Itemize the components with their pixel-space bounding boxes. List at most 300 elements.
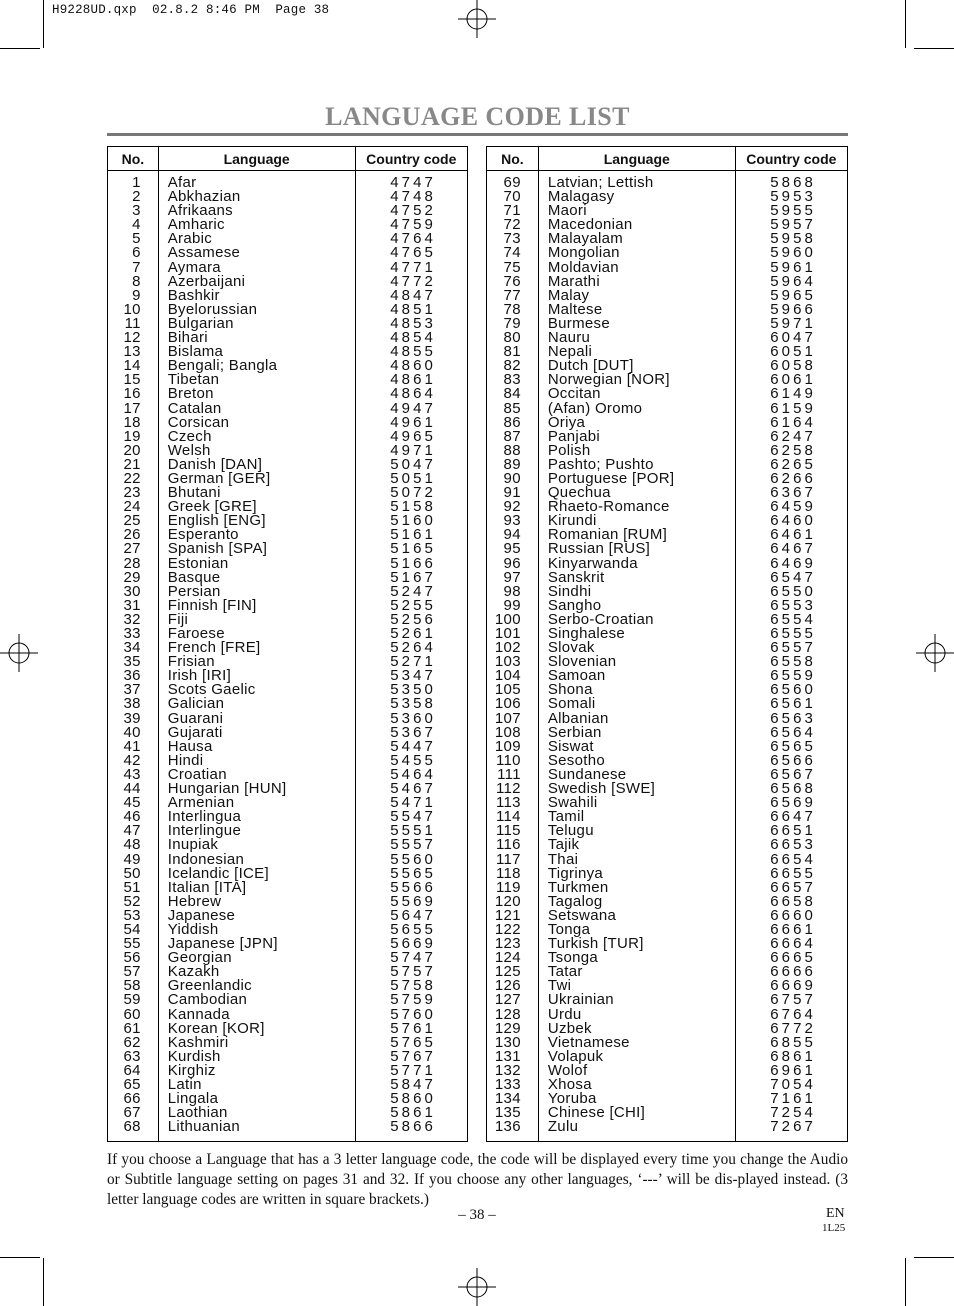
language-cell: Amharic (167, 216, 225, 234)
code-cell: 6560 (770, 681, 816, 699)
no-cell: 23 (123, 484, 141, 502)
language-cell: Marathi (547, 272, 600, 290)
language-cell: Russian [RUS] (547, 540, 651, 558)
code-column (355, 171, 467, 1142)
no-cell: 50 (123, 864, 141, 882)
code-cell: 5868 (770, 174, 816, 191)
code-cell: 7267 (770, 1118, 816, 1136)
code-cell: 5261 (390, 625, 436, 642)
code-cell: 5961 (770, 258, 816, 276)
code-cell: 5167 (390, 568, 436, 586)
language-cell: Kazakh (167, 963, 220, 981)
no-cell: 106 (494, 695, 521, 713)
code-cell: 5866 (390, 1118, 436, 1136)
language-cell: Abkhazian (167, 188, 241, 206)
code-cell: 5771 (390, 1061, 436, 1079)
header-language: Language (538, 147, 735, 171)
no-cell: 126 (494, 977, 521, 995)
language-cell: Maltese (547, 300, 603, 318)
no-cell: 36 (123, 667, 141, 685)
language-cell: Estonian (167, 554, 229, 572)
language-cell: Armenian (167, 794, 235, 812)
code-cell: 6469 (770, 554, 816, 572)
no-cell: 132 (494, 1061, 521, 1079)
no-cell: 130 (494, 1033, 521, 1051)
no-cell: 104 (494, 667, 521, 685)
code-cell: 7254 (770, 1104, 816, 1122)
code-cell: 5847 (390, 1076, 436, 1093)
language-cell: Bislama (167, 343, 224, 361)
language-cell: Malagasy (547, 188, 615, 206)
code-cell: 5965 (770, 286, 816, 304)
no-cell: 30 (123, 582, 141, 600)
language-cell: Wolof (547, 1061, 588, 1079)
language-cell: Serbian (547, 723, 602, 741)
code-cell: 5455 (390, 751, 436, 769)
language-cell: Telugu (547, 822, 594, 840)
code-cell: 6653 (770, 836, 816, 854)
no-cell: 11 (124, 314, 141, 332)
no-cell: 90 (503, 469, 521, 487)
language-cell: Slovenian (547, 653, 617, 671)
code-cell: 6569 (770, 794, 816, 812)
language-cell: Greek [GRE] (167, 498, 257, 516)
code-cell: 6566 (770, 751, 816, 769)
no-cell: 24 (123, 498, 141, 516)
code-cell: 5360 (390, 709, 436, 727)
no-cell: 127 (494, 991, 521, 1009)
code-cell: 5367 (390, 723, 436, 741)
code-cell: 5447 (390, 737, 436, 755)
no-cell: 52 (123, 892, 141, 910)
language-cell: Bulgarian (167, 314, 234, 332)
language-cell: Sundanese (547, 765, 627, 783)
language-cell: Nauru (547, 329, 591, 347)
code-cell: 4851 (390, 300, 436, 318)
language-cell: Swahili (547, 794, 598, 812)
language-cell: Italian [ITA] (167, 878, 247, 896)
no-cell: 14 (123, 357, 141, 375)
crop-mark (0, 1257, 40, 1258)
code-cell: 4748 (390, 188, 436, 206)
code-cell: 5960 (770, 244, 816, 262)
language-cell: Lithuanian (167, 1118, 240, 1136)
no-cell: 66 (123, 1090, 141, 1108)
crop-mark (905, 0, 906, 48)
language-cell: Bashkir (167, 286, 220, 304)
language-cell: Cambodian (167, 991, 248, 1009)
language-cell: Romanian [RUM] (547, 526, 668, 544)
language-cell: Catalan (167, 399, 222, 417)
no-cell: 9 (132, 286, 141, 304)
code-cell: 5165 (390, 540, 436, 558)
code-cell: 6266 (770, 469, 816, 487)
code-cell: 6563 (770, 709, 816, 727)
code-cell: 6658 (770, 892, 816, 910)
language-cell: Tagalog (547, 892, 603, 910)
language-cell: Georgian (167, 949, 232, 967)
crop-mark (0, 48, 40, 49)
language-cell: Basque (167, 568, 221, 586)
language-cell: Kirundi (547, 512, 597, 530)
code-cell: 4860 (390, 357, 436, 375)
no-cell: 103 (494, 653, 521, 671)
language-cell: Lingala (167, 1090, 219, 1108)
code-cell: 6557 (770, 639, 816, 657)
code-cell: 5271 (390, 653, 436, 671)
language-cell: Irish [IRI] (167, 667, 232, 685)
no-cell: 92 (503, 498, 521, 516)
language-cell: Polish (547, 441, 591, 459)
code-cell: 5566 (390, 878, 436, 896)
language-cell: Czech (167, 427, 212, 445)
code-cell: 6654 (770, 850, 816, 868)
language-cell: Pashto; Pushto (547, 455, 654, 473)
language-cell: Panjabi (547, 427, 600, 445)
language-cell: Laothian (167, 1104, 228, 1122)
no-cell: 42 (123, 751, 141, 769)
language-cell: Gujarati (167, 723, 223, 741)
no-cell: 68 (123, 1118, 141, 1136)
no-cell: 136 (494, 1118, 521, 1136)
code-cell: 5958 (770, 230, 816, 248)
no-cell: 31 (123, 596, 141, 614)
crop-mark (43, 1258, 44, 1306)
no-cell: 122 (494, 920, 521, 938)
language-cell: Tibetan (167, 371, 220, 389)
language-cell: Faroese (167, 625, 225, 642)
no-cell: 56 (123, 949, 141, 967)
language-cell: Siswat (547, 737, 594, 755)
language-cell: Occitan (547, 385, 601, 403)
language-cell: Zulu (547, 1118, 579, 1136)
language-cell: Tsonga (547, 949, 599, 967)
language-cell: Greenlandic (167, 977, 252, 995)
no-cell: 101 (494, 625, 521, 642)
no-cell: 79 (503, 314, 521, 332)
code-cell: 6558 (770, 653, 816, 671)
code-cell: 4855 (390, 343, 436, 361)
no-cell: 61 (123, 1019, 141, 1037)
language-cell: Dutch [DUT] (547, 357, 634, 375)
language-cell: Malayalam (547, 230, 624, 248)
no-cell: 32 (123, 610, 141, 628)
no-cell: 72 (503, 216, 521, 234)
no-cell: 76 (503, 272, 521, 290)
language-cell: Hindi (167, 751, 204, 769)
language-cell: Yoruba (547, 1090, 597, 1108)
language-cell: Kurdish (167, 1047, 221, 1065)
code-cell: 6565 (770, 737, 816, 755)
language-cell: Xhosa (547, 1076, 592, 1093)
language-cell: Icelandic [ICE] (167, 864, 269, 882)
language-cell: Croatian (167, 765, 227, 783)
language-cell: Finnish [FIN] (167, 596, 257, 614)
code-cell: 5758 (390, 977, 436, 995)
language-cell: Afrikaans (167, 202, 233, 220)
language-cell: Hebrew (167, 892, 222, 910)
language-cell: Swedish [SWE] (547, 780, 656, 798)
language-cell: Aymara (167, 258, 221, 276)
table-header-row (487, 147, 848, 171)
code-cell: 6550 (770, 582, 816, 600)
no-cell: 114 (496, 808, 521, 826)
no-cell: 99 (503, 596, 521, 614)
code-cell: 5551 (390, 822, 436, 840)
code-cell: 5759 (390, 991, 436, 1009)
no-cell: 131 (494, 1047, 521, 1065)
header-no: No. (487, 147, 539, 171)
language-cell: Bhutani (167, 484, 221, 502)
no-cell: 33 (123, 625, 141, 642)
language-cell: Singhalese (547, 625, 626, 642)
no-cell: 75 (503, 258, 521, 276)
no-cell: 8 (132, 272, 141, 290)
no-cell: 29 (123, 568, 141, 586)
language-cell: Danish [DAN] (167, 455, 263, 473)
code-cell: 6660 (770, 906, 816, 924)
code-cell: 5247 (390, 582, 436, 600)
language-cell: Afar (167, 174, 197, 191)
no-cell: 111 (497, 765, 521, 783)
language-cell: Hausa (167, 737, 213, 755)
no-cell: 93 (503, 512, 521, 530)
language-cell: Spanish [SPA] (167, 540, 268, 558)
registration-mark-icon (458, 1268, 496, 1306)
no-cell: 70 (503, 188, 521, 206)
code-cell: 5358 (390, 695, 436, 713)
no-cell: 80 (503, 329, 521, 347)
code-cell: 6461 (770, 526, 816, 544)
no-cell: 84 (503, 385, 521, 403)
no-cell: 5 (132, 230, 141, 248)
code-cell: 6961 (770, 1061, 816, 1079)
code-cell: 5264 (390, 639, 436, 657)
no-cell: 37 (123, 681, 141, 699)
no-cell: 54 (123, 920, 141, 938)
language-cell: Tigrinya (547, 864, 604, 882)
header-country-code: Country code (735, 147, 847, 171)
language-cell: Kinyarwanda (547, 554, 638, 572)
code-cell: 5860 (390, 1090, 436, 1108)
header-language: Language (158, 147, 355, 171)
language-cell: German [GER] (167, 469, 271, 487)
code-cell: 5072 (390, 484, 436, 502)
code-cell: 4752 (390, 202, 436, 220)
table-header-row (108, 147, 468, 171)
table-body-row (487, 171, 848, 1142)
no-cell: 35 (123, 653, 141, 671)
language-cell: French [FRE] (167, 639, 261, 657)
no-cell: 46 (123, 808, 141, 826)
code-cell: 5971 (770, 314, 816, 332)
code-cell: 6258 (770, 441, 816, 459)
no-cell: 91 (503, 484, 521, 502)
no-column (487, 171, 539, 1142)
no-cell: 67 (123, 1104, 141, 1122)
code-cell: 5547 (390, 808, 436, 826)
header-no: No. (108, 147, 159, 171)
language-cell: Slovak (547, 639, 595, 657)
language-cell: Albanian (547, 709, 609, 727)
no-cell: 94 (503, 526, 521, 544)
no-cell: 63 (123, 1047, 141, 1065)
code-cell: 6665 (770, 949, 816, 967)
registration-mark-icon (916, 634, 954, 672)
language-cell: Tatar (547, 963, 583, 981)
code-cell: 7054 (770, 1076, 816, 1093)
language-cell: Sangho (547, 596, 602, 614)
language-table-left (107, 146, 468, 1142)
code-cell: 6561 (770, 695, 816, 713)
language-cell: Chinese [CHI] (547, 1104, 646, 1122)
code-cell: 4764 (390, 230, 436, 248)
title-block (107, 100, 848, 134)
no-cell: 110 (496, 751, 521, 769)
code-cell: 6159 (770, 399, 816, 417)
code-cell: 6666 (770, 963, 816, 981)
crop-mark (914, 48, 954, 49)
code-cell: 5557 (390, 836, 436, 854)
code-cell: 6657 (770, 878, 816, 896)
language-cell: Kashmiri (167, 1033, 229, 1051)
code-cell: 5350 (390, 681, 436, 699)
no-cell: 58 (123, 977, 141, 995)
no-cell: 62 (123, 1033, 141, 1051)
code-cell: 5464 (390, 765, 436, 783)
code-cell: 4765 (390, 244, 436, 262)
language-cell: Inupiak (167, 836, 219, 854)
no-cell: 13 (123, 343, 141, 361)
code-cell: 4861 (390, 371, 436, 389)
code-cell: 5047 (390, 455, 436, 473)
language-cell: Japanese [JPN] (167, 935, 278, 953)
no-cell: 48 (123, 836, 141, 854)
no-cell: 135 (494, 1104, 521, 1122)
code-cell: 6553 (770, 596, 816, 614)
language-cell: Sindhi (547, 582, 592, 600)
no-cell: 17 (123, 399, 141, 417)
code-cell: 6061 (770, 371, 816, 389)
no-cell: 60 (123, 1005, 141, 1023)
no-cell: 12 (123, 329, 141, 347)
code-cell: 4747 (390, 174, 436, 191)
language-cell: Breton (167, 385, 214, 403)
language-cell: Assamese (167, 244, 241, 262)
language-cell: Azerbaijani (167, 272, 246, 290)
code-cell: 6047 (770, 329, 816, 347)
code-cell: 5761 (390, 1019, 436, 1037)
model-code: 1L25 (822, 1222, 846, 1234)
language-cell: Thai (547, 850, 579, 868)
no-cell: 10 (123, 300, 141, 318)
no-cell: 21 (123, 455, 141, 473)
language-cell: English [ENG] (167, 512, 266, 530)
code-cell: 4961 (390, 413, 436, 431)
language-cell: Turkish [TUR] (547, 935, 644, 953)
language-cell: Corsican (167, 413, 230, 431)
language-cell: Scots Gaelic (167, 681, 256, 699)
code-cell: 4965 (390, 427, 436, 445)
no-cell: 26 (123, 526, 141, 544)
no-cell: 78 (503, 300, 521, 318)
code-cell: 5655 (390, 920, 436, 938)
no-cell: 53 (123, 906, 141, 924)
language-cell: Moldavian (547, 258, 619, 276)
no-cell: 120 (494, 892, 521, 910)
no-cell: 40 (123, 723, 141, 741)
language-cell: Arabic (167, 230, 213, 248)
code-cell: 4847 (390, 286, 436, 304)
no-cell: 22 (123, 469, 141, 487)
no-cell: 123 (494, 935, 521, 953)
no-cell: 51 (123, 878, 141, 896)
code-cell: 6855 (770, 1033, 816, 1051)
language-cell: Indonesian (167, 850, 245, 868)
no-cell: 77 (503, 286, 521, 304)
code-cell: 5158 (390, 498, 436, 516)
header-country-code: Country code (355, 147, 467, 171)
language-cell: Kannada (167, 1005, 230, 1023)
language-cell: Tonga (547, 920, 591, 938)
code-cell: 5747 (390, 949, 436, 967)
no-cell: 55 (123, 935, 141, 953)
no-cell: 129 (494, 1019, 521, 1037)
no-cell: 86 (503, 413, 521, 431)
language-cell: Turkmen (547, 878, 609, 896)
language-cell: Bihari (167, 329, 208, 347)
language-cell: Japanese (167, 906, 236, 924)
code-cell: 4947 (390, 399, 436, 417)
language-cell: Ukrainian (547, 991, 614, 1009)
language-cell: Latin (167, 1076, 202, 1093)
language-cell: Sanskrit (547, 568, 605, 586)
language-cell: Urdu (547, 1005, 582, 1023)
code-cell: 5765 (390, 1033, 436, 1051)
code-cell: 6568 (770, 780, 816, 798)
print-header: H9228UD.qxp 02.8.2 8:46 PM Page 38 (52, 3, 330, 17)
language-cell: Tajik (547, 836, 580, 854)
no-cell: 98 (503, 582, 521, 600)
code-cell: 6772 (770, 1019, 816, 1037)
language-cell: Vietnamese (547, 1033, 630, 1051)
language-cell: Tamil (547, 808, 585, 826)
language-cell: Yiddish (167, 920, 219, 938)
language-column (158, 171, 355, 1142)
code-cell: 5161 (390, 526, 436, 544)
crop-mark (905, 1258, 906, 1306)
language-cell: Hungarian [HUN] (167, 780, 287, 798)
code-cell: 5957 (770, 216, 816, 234)
no-cell: 102 (494, 639, 521, 657)
no-cell: 27 (123, 540, 141, 558)
language-cell: Galician (167, 695, 225, 713)
language-table-right (486, 146, 848, 1142)
no-cell: 57 (123, 963, 141, 981)
code-cell: 6559 (770, 667, 816, 685)
code-cell: 5964 (770, 272, 816, 290)
language-cell: Interlingua (167, 808, 242, 826)
code-cell: 4864 (390, 385, 436, 403)
no-cell: 83 (503, 371, 521, 389)
no-cell: 18 (123, 413, 141, 431)
language-column (538, 171, 735, 1142)
code-cell: 6554 (770, 610, 816, 628)
no-column (108, 171, 159, 1142)
language-cell: Fiji (167, 610, 189, 628)
language-cell: Burmese (547, 314, 610, 332)
code-cell: 6149 (770, 385, 816, 403)
